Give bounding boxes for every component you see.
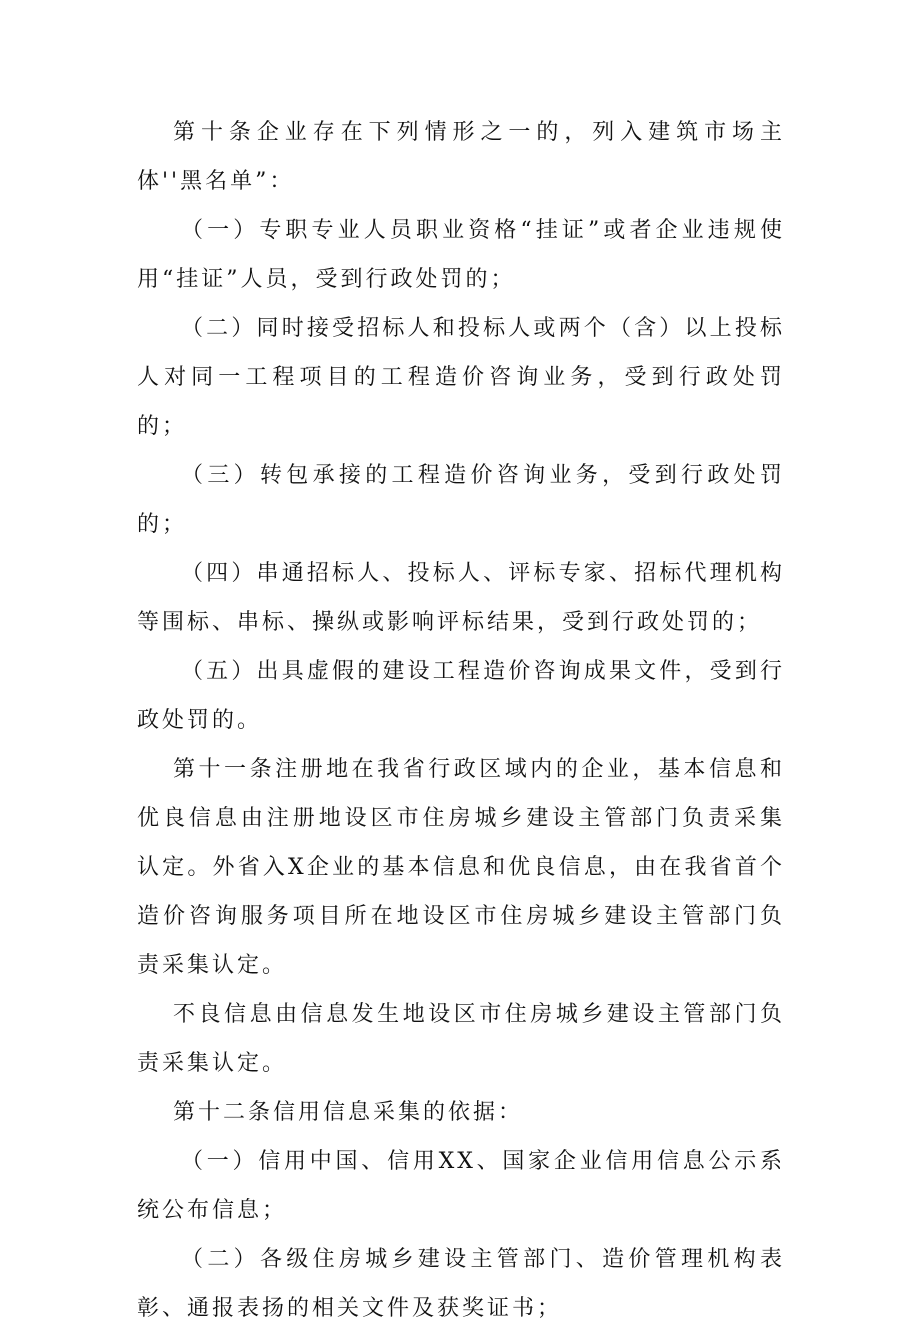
paragraph-adverse-info: 不良信息由信息发生地设区市住房城乡建设主管部门负责采集认定。 xyxy=(137,1002,785,1076)
paragraph-article-10-item-1: （一）专职专业人员职业资格“挂证”或者企业违规使用“挂证”人员，受到行政处罚的； xyxy=(137,218,785,292)
paragraph-article-10-item-2: （二）同时接受招标人和投标人或两个（含）以上投标人对同一工程项目的工程造价咨询业务，受到行政处罚的； xyxy=(137,316,785,439)
paragraph-article-10-item-3: （三）转包承接的工程造价咨询业务，受到行政处罚的； xyxy=(137,463,785,537)
paragraph-article-12: 第十二条信用信息采集的依据： xyxy=(173,1100,524,1125)
document-body xyxy=(137,108,785,1333)
paragraph-article-11: 第十一条注册地在我省行政区域内的企业，基本信息和优良信息由注册地设区市住房城乡建设主管部门负责采集认定。外省入X企业的基本信息和优良信息，由在我省首个造价咨询服务项目所在地设区市住房城乡建设主管部门负责采集认定。 xyxy=(137,757,785,978)
paragraph-article-12-item-2: （二）各级住房城乡建设主管部门、造价管理机构表彰、通报表扬的相关文件及获奖证书； xyxy=(137,1247,785,1321)
paragraph-article-10: 第十条企业存在下列情形之一的，列入建筑市场主体''黑名单”： xyxy=(137,120,785,194)
paragraph-article-12-item-1: （一）信用中国、信用XX、国家企业信用信息公示系统公布信息； xyxy=(137,1149,785,1223)
paragraph-article-10-item-5: （五）出具虚假的建设工程造价咨询成果文件，受到行政处罚的。 xyxy=(137,659,785,733)
paragraph-article-10-item-4: （四）串通招标人、投标人、评标专家、招标代理机构等围标、串标、操纵或影响评标结果，受到行政处罚的； xyxy=(137,561,785,635)
